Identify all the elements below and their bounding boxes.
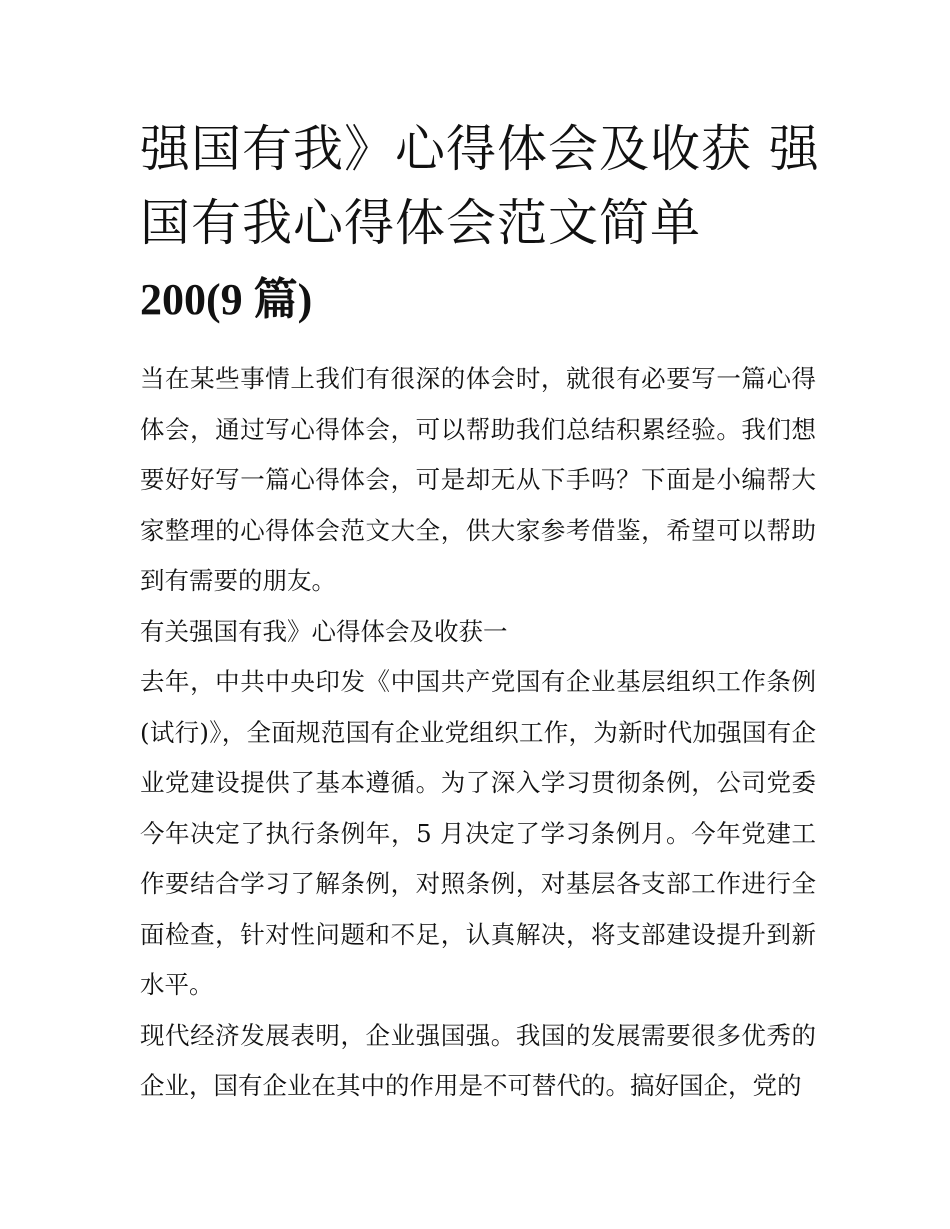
body-paragraph: 现代经济发展表明，企业强国强。我国的发展需要很多优秀的企业，国有企业在其中的作用是不可替代的。搞好国企，党的 (140, 1020, 816, 1100)
section-heading: 有关强国有我》心得体会及收获一 (140, 616, 508, 646)
document-body (140, 354, 816, 1112)
intro-paragraph: 当在某些事情上我们有很深的体会时，就很有必要写一篇心得体会，通过写心得体会，可以帮助我们总结积累经验。我们想要好好写一篇心得体会，可是却无从下手吗？下面是小编帮大家整理的心得体会范文大全，供大家参考借鉴，希望可以帮助到有需要的朋友。 (140, 364, 816, 595)
title-number: 200(9 篇) (140, 275, 313, 324)
title-main: 强国有我》心得体会及收获 强国有我心得体会范文简单 (140, 120, 820, 252)
body-paragraph: 去年，中共中央印发《中国共产党国有企业基层组织工作条例(试行)》，全面规范国有企业党组织工作，为新时代加强国有企业党建设提供了基本遵循。为了深入学习贯彻条例，公司党委今年决定了执行条例年，5 月决定了学习条例月。今年党建工作要结合学习了解条例，对照条例，对基层各支部工作进行全面检查，针对性问题和不足，认真解决，将支部建设提升到新水平。 (140, 667, 816, 999)
document-title (140, 112, 820, 337)
